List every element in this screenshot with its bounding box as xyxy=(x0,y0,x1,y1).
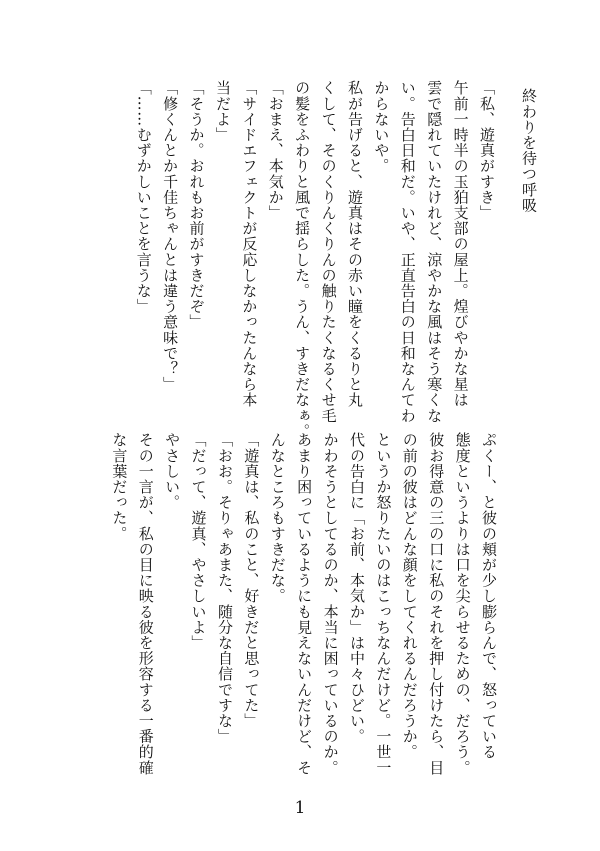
text-line: 「おお。そりゃあまた、随分な自信ですな」 xyxy=(215,432,234,744)
text-line: 「修くんとか千佳ちゃんとは違う意味で？」 xyxy=(161,80,180,392)
upper-text-block xyxy=(30,80,500,439)
text-line: 「私、遊真がすき」 xyxy=(478,80,496,221)
text-line: 態度というよりは口を尖らせるための、だろう。 xyxy=(453,432,472,776)
text-line: かわそうとしてるのか、本当に困っているのか。 xyxy=(321,432,340,776)
text-line: 雲で隠れていたけれど、涼やかな風はそう寒くな xyxy=(425,80,444,424)
text-line: な言葉だった。 xyxy=(110,432,129,542)
lower-text-block xyxy=(72,432,502,777)
text-line: やさしい。 xyxy=(163,432,182,510)
text-line: 「サイドエフェクトが反応しなかったんなら本 xyxy=(240,80,259,408)
page-number: 1 xyxy=(294,798,306,818)
text-line: あまり困っているようにも見えないんだけど、そ xyxy=(295,432,314,776)
text-line: 「……むずかしいことを言うな」 xyxy=(134,80,153,314)
story-title: 終わりを待つ呼吸 xyxy=(520,88,538,213)
text-line: くして、そのくりんくりんの触りたくなるくせ毛 xyxy=(319,80,338,424)
text-line: の髪をふわりと風で揺らした。うん、すきだなぁ。 xyxy=(293,80,312,439)
text-line: というか怒りたいのはこっちなんだけど。一世一 xyxy=(374,432,393,776)
text-line: 彼お得意の三の口に私のそれを押し付けたら、目 xyxy=(427,432,446,776)
text-line: 「おまえ、本気か」 xyxy=(266,80,285,221)
text-line: 当だよ」 xyxy=(213,80,232,143)
text-line: 私が告げると、遊真はその赤い瞳をくるりと丸 xyxy=(345,80,364,408)
text-line: 「そうか。おれもお前がすきだぞ」 xyxy=(187,80,206,330)
text-line: の前の彼はどんな顔をしてくれるんだろうか。 xyxy=(400,432,419,760)
text-line: からないや。 xyxy=(372,80,391,174)
text-line: その一言が、私の目に映る彼を形容する一番的確 xyxy=(136,432,155,776)
text-line: 午前一時半の玉狛支部の屋上。煌びやかな星は xyxy=(451,80,470,408)
text-line: んなところもすきだな。 xyxy=(268,432,287,604)
text-line: ぷくー、と彼の頬が少し膨らんで、怒っている xyxy=(480,432,498,760)
text-line: 「だって、遊真、やさしいよ」 xyxy=(189,432,208,651)
text-line: 「遊真は、私のこと、好きだと思ってた」 xyxy=(242,432,261,729)
text-line: 代の告白に「お前、本気か」は中々ひどい。 xyxy=(347,432,366,744)
text-line: い。告白日和だ。いや、正直告白の日和なんてわ xyxy=(398,80,417,424)
